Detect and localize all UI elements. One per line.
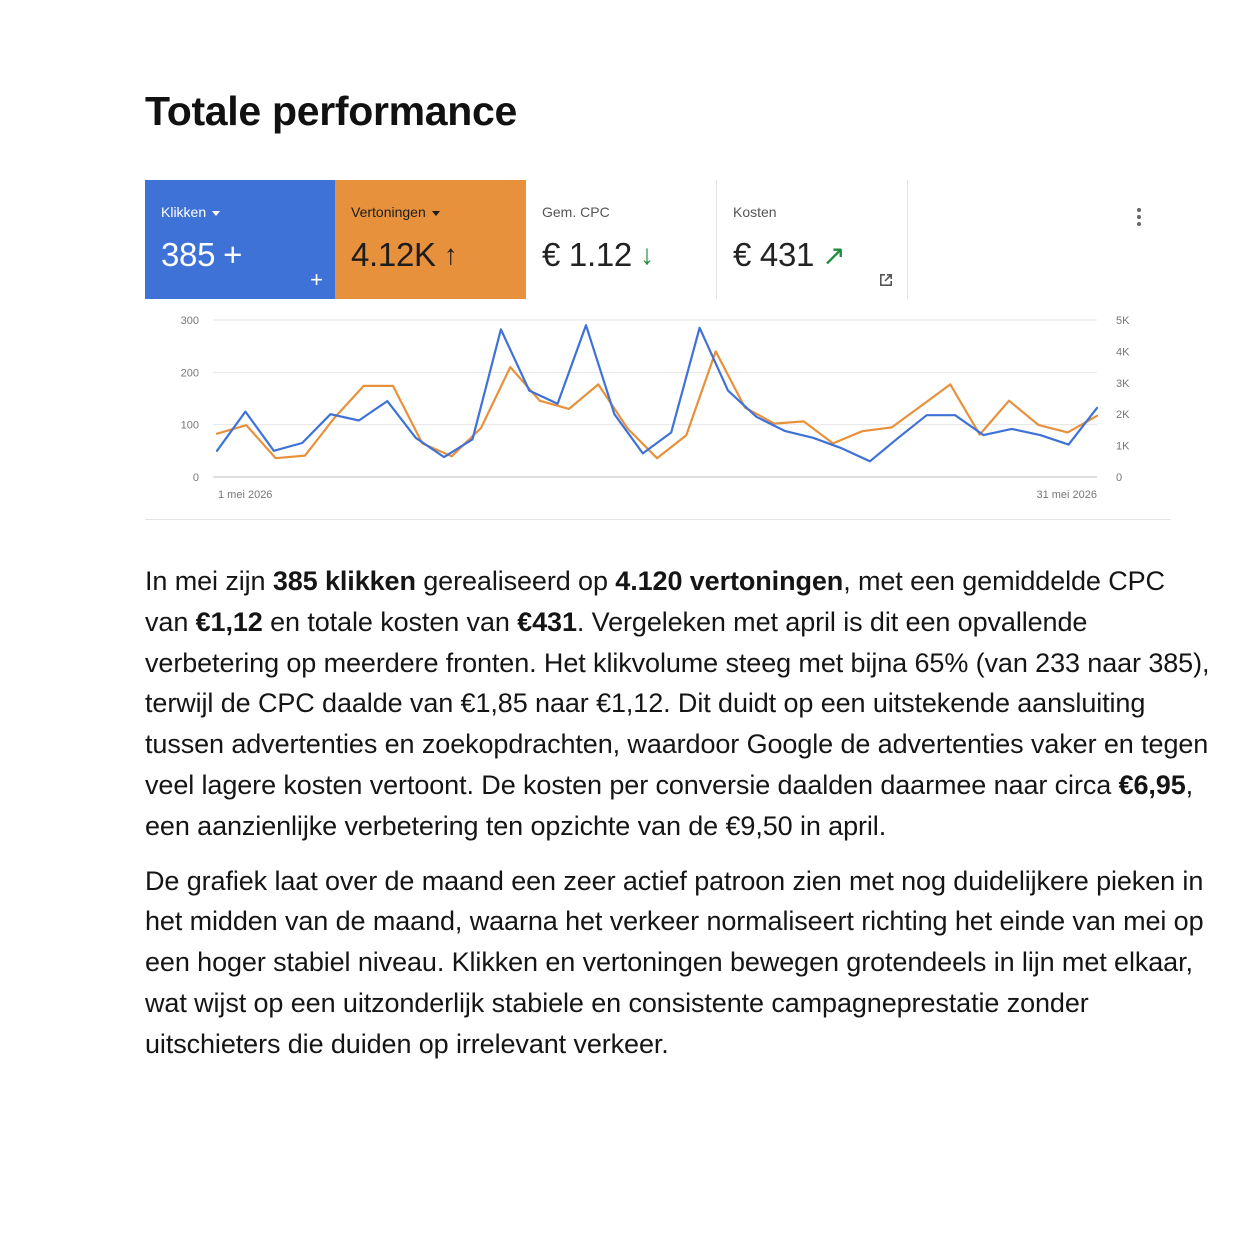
arrow-down-icon: ↓ [639, 239, 654, 270]
clicks-value-text: 385 [161, 236, 216, 273]
report-highlight-cpa: €6,95 [1118, 769, 1186, 800]
series-line-clicks [217, 325, 1097, 461]
metric-value-cost [733, 236, 907, 274]
report-highlight-cost: €431 [517, 606, 577, 637]
report-highlight-impressions: 4.120 vertoningen [615, 566, 844, 596]
report-text-run: , met een gemiddelde CPC van [145, 566, 1165, 637]
metric-value-cpc [542, 236, 716, 274]
metric-label-cpc [542, 204, 716, 220]
metric-tile-cpc[interactable] [526, 180, 717, 299]
open-in-new-icon[interactable] [877, 271, 895, 289]
metric-label-clicks[interactable] [161, 204, 335, 220]
y-right-tick-label: 3K [1116, 377, 1130, 390]
impressions-value-text: 4.12K [351, 236, 436, 273]
metric-tile-clicks[interactable] [145, 180, 335, 299]
performance-line-chart [145, 300, 1171, 515]
y-left-tick-label: 200 [180, 367, 199, 380]
impressions-label-text: Vertoningen [351, 204, 426, 220]
page-title: Totale performance [145, 88, 518, 134]
x-tick-label: 1 mei 2026 [218, 489, 273, 501]
y-right-tick-label: 2K [1116, 409, 1130, 422]
caret-down-icon [212, 211, 220, 216]
performance-widget [145, 180, 1171, 520]
caret-down-icon [432, 211, 440, 216]
metric-tile-cost[interactable] [717, 180, 908, 299]
more-vert-icon[interactable] [1130, 206, 1148, 228]
y-right-tick-label: 5K [1116, 315, 1130, 327]
y-right-tick-label: 1K [1116, 440, 1130, 453]
y-right-tick-label: 4K [1116, 346, 1130, 359]
x-tick-label: 31 mei 2026 [1036, 489, 1097, 501]
report-highlight-clicks: 385 klikken [272, 566, 416, 596]
cost-value-text: € 431 [733, 236, 815, 273]
report-text-run: en totale kosten van [262, 606, 518, 637]
report-text [145, 561, 1210, 1079]
report-paragraph-1 [145, 561, 1210, 847]
metric-label-impressions[interactable] [351, 204, 526, 220]
cpc-label-text: Gem. CPC [542, 204, 610, 220]
y-right-tick-label: 0 [1116, 472, 1123, 484]
cpc-value-text: € 1.12 [542, 236, 632, 273]
metric-tile-impressions[interactable] [335, 180, 526, 299]
cost-label-text: Kosten [733, 204, 777, 220]
y-left-tick-label: 300 [180, 315, 199, 327]
metric-label-cost [733, 204, 907, 220]
report-text-run: , een aanzienlijke verbetering ten opzichte van de €9,50 in april. [145, 769, 1194, 841]
metric-value-impressions [351, 236, 526, 274]
add-metric-icon[interactable]: + [310, 267, 323, 292]
clicks-label-text: Klikken [161, 204, 207, 220]
report-text-run: In mei zijn [145, 566, 273, 596]
y-left-tick-label: 0 [192, 472, 199, 484]
report-text-run: . Vergeleken met april is dit een opvallende verbetering op meerdere fronten. Het klikvolume steeg met bijna 65% (van 233 naar 385), terwijl de CPC daalde van €1,85 naar €1,12. Dit duidt op een uitstekende aansluiting tussen advertenties en zoekopdrachten, waardoor Google de advertenties vaker en tegen veel lagere kosten vertoont. De kosten per conversie daalden daarmee naar circa [145, 606, 1210, 800]
y-left-tick-label: 100 [180, 419, 199, 432]
clicks-trend-icon: + [223, 236, 243, 273]
arrow-up-right-icon: ↗ [822, 239, 846, 271]
arrow-up-icon: ↑ [443, 239, 458, 270]
report-text-run: gerealiseerd op [415, 566, 616, 596]
report-paragraph-2: De grafiek laat over de maand een zeer actief patroon zien met nog duidelijkere pieken in het midden van de maand, waarna het verkeer normaliseert richting het einde van mei op een hoger stabiel niveau. Klikken en vertoningen bewegen grotendeels in lijn met elkaar, wat wijst op een uitzonderlijk stabiele en consistente campagneprestatie zonder uitschieters die duiden op irrelevant verkeer. [145, 865, 1204, 1059]
report-highlight-cpc: €1,12 [195, 606, 263, 637]
metric-value-clicks [161, 236, 335, 274]
